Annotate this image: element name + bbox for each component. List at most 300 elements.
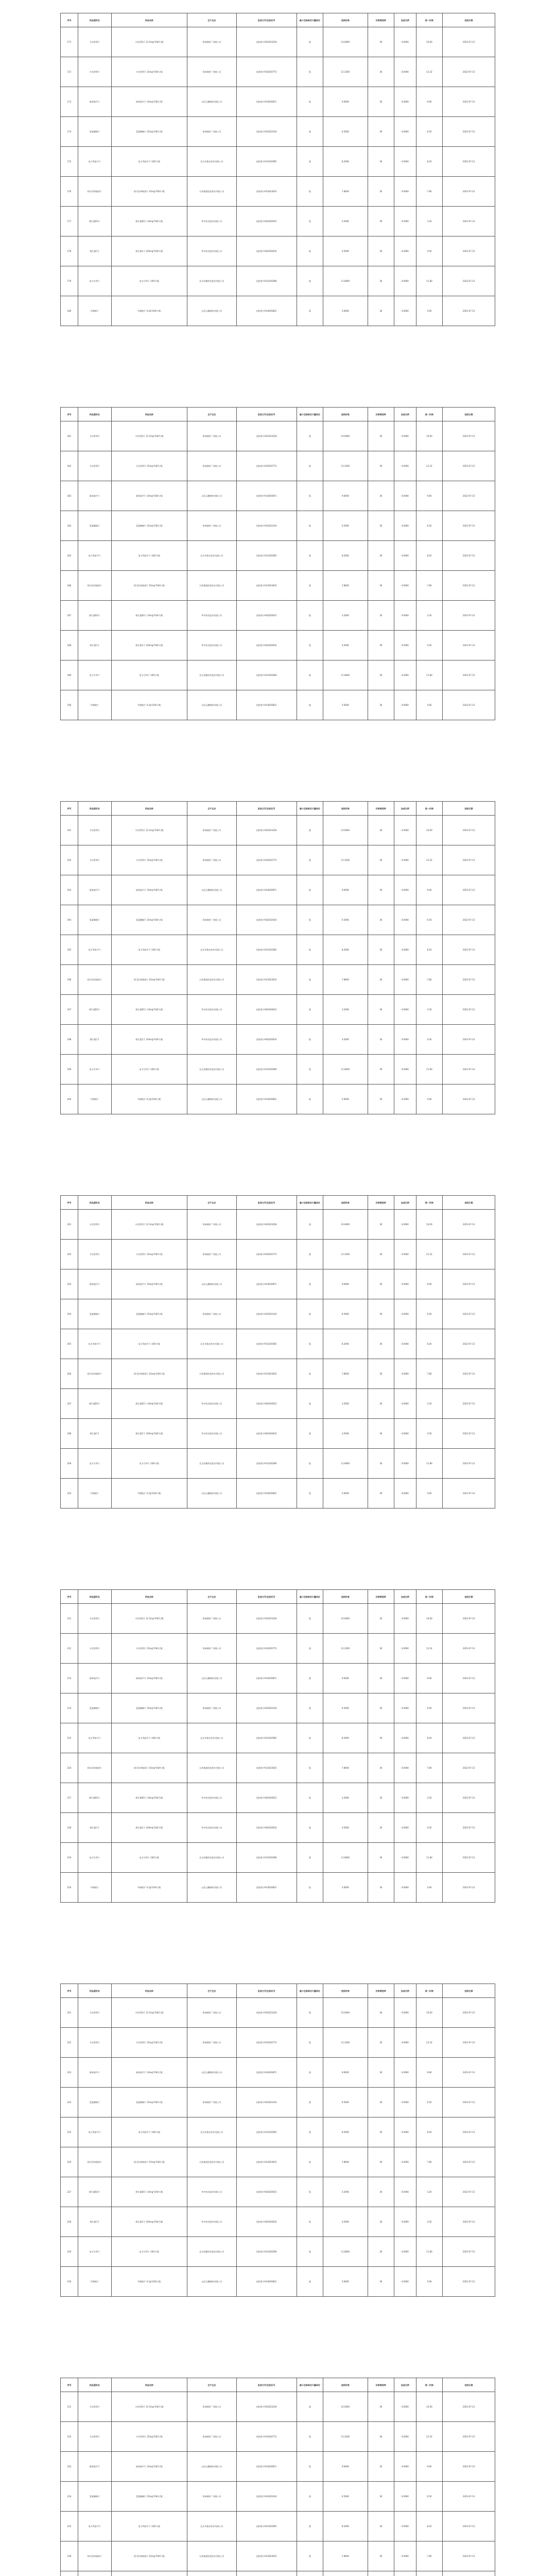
table-cell: 30: [368, 571, 394, 601]
table-cell: 维生素C片: [78, 1419, 111, 1449]
table-cell: 12.32: [416, 1240, 442, 1269]
table-cell: 30: [368, 631, 394, 660]
table-cell: 0.0000: [394, 2541, 416, 2571]
table-cell: 硝苯地平片: [78, 875, 111, 905]
table-cell: 瓶: [297, 27, 323, 57]
table-cell: 30: [368, 1210, 394, 1240]
table-row: [61, 875, 495, 905]
table-row: [61, 1449, 495, 1479]
table-cell: 常州制药厂有限公司: [187, 2392, 236, 2422]
table-cell: 瓶: [297, 2207, 323, 2237]
table-cell: 210: [61, 1479, 78, 1509]
table-cell: 华中药业股份有限公司: [187, 2177, 236, 2207]
table-cell: 瓶: [297, 1389, 323, 1419]
table-cell: 0.0000: [394, 2422, 416, 2452]
table-row: [61, 1998, 495, 2028]
column-header: 药品名称: [111, 13, 187, 27]
table-cell: 9.6000: [323, 1664, 368, 1693]
table-cell: 188: [61, 631, 78, 660]
table-cell: 2023-07-13: [443, 2088, 495, 2117]
table-cell: 国药准字H13023635: [236, 177, 297, 207]
table-cell: 7.80: [416, 1753, 442, 1783]
table-cell: 卡托普利片: [78, 816, 111, 845]
table-cell: 国药准字H42020615: [236, 2177, 297, 2207]
column-header: 药品通用名: [78, 1196, 111, 1210]
table-cell: 阿司匹林肠溶片: [78, 1359, 111, 1389]
table-cell: 30: [368, 1389, 394, 1419]
table-cell: 30: [368, 1359, 394, 1389]
table-cell: 0.0000: [394, 117, 416, 147]
table-cell: 氢氯噻嗪片 25mg*100片/瓶: [111, 905, 187, 935]
column-header: 价格零差率: [368, 2378, 394, 2392]
table-cell: 国药准字H32023228: [236, 421, 297, 451]
table-cell: 国药准字H32022434: [236, 117, 297, 147]
table-cell: 0.0000: [394, 2058, 416, 2088]
column-header: 最小包装单位计量单位: [297, 408, 323, 421]
table-cell: 国药准字H11020289: [236, 1449, 297, 1479]
table-row: [61, 117, 495, 147]
table-cell: 30: [368, 935, 394, 965]
table-cell: 30: [368, 1419, 394, 1449]
table-cell: 2023-07-13: [443, 1753, 495, 1783]
table-cell: 8.2000: [323, 2512, 368, 2541]
column-header: 药品名称: [111, 802, 187, 816]
table-cell: 山西云鹏制药有限公司: [187, 481, 236, 511]
table-row: [61, 965, 495, 995]
column-header: 加成比例: [394, 802, 416, 816]
table-cell: 5.60: [416, 1873, 442, 1903]
table-cell: 国药准字H11020585: [236, 2512, 297, 2541]
table-row: [61, 2452, 495, 2482]
table-cell: 218: [61, 1813, 78, 1843]
table-cell: 202: [61, 1240, 78, 1269]
table-cell: 卡托普利片 25mg*100片/瓶: [111, 451, 187, 481]
table-cell: 12.3200: [323, 2422, 368, 2452]
column-header: 批准文号/注册证号: [236, 1590, 297, 1604]
column-header: 生产企业: [187, 408, 236, 421]
table-cell: 常州制药厂有限公司: [187, 1210, 236, 1240]
table-cell: 0.0000: [394, 1998, 416, 2028]
table-cell: 6.50: [416, 1693, 442, 1723]
table-cell: 231: [61, 2392, 78, 2422]
table-cell: 224: [61, 2088, 78, 2117]
table-cell: 0.0000: [394, 1873, 416, 1903]
column-header: 药品名称: [111, 1196, 187, 1210]
table-cell: 175: [61, 147, 78, 177]
column-header: 最小包装单位计量单位: [297, 1984, 323, 1998]
table-cell: 4.5000: [323, 236, 368, 266]
column-header: 序号: [61, 802, 78, 816]
table-row: [61, 995, 495, 1025]
table-row: [61, 2482, 495, 2512]
table-cell: 复方甘草片 100片/瓶: [111, 1449, 187, 1479]
table-cell: 215: [61, 1723, 78, 1753]
table-cell: 2023-07-13: [443, 1998, 495, 2028]
table-row: [61, 2237, 495, 2267]
table-cell: 甲硝唑片 0.2g*100片/瓶: [111, 690, 187, 720]
table-cell: 3.2000: [323, 1389, 368, 1419]
table-cell: 30: [368, 690, 394, 720]
table-cell: 2023-07-13: [443, 177, 495, 207]
table-row: [61, 660, 495, 690]
table-cell: [323, 2571, 368, 2576]
table-cell: 国药准字H32022434: [236, 905, 297, 935]
table-cell: 国药准字H14020871: [236, 481, 297, 511]
table-cell: 3.2000: [323, 1783, 368, 1813]
table-cell: 3.20: [416, 995, 442, 1025]
table-cell: 2023-07-13: [443, 1055, 495, 1084]
table-row: [61, 1723, 495, 1753]
column-header: 序号: [61, 1590, 78, 1604]
table-cell: 卡托普利片 12.5mg*100片/瓶: [111, 1210, 187, 1240]
table-cell: 国药准字H32020773: [236, 451, 297, 481]
table-cell: [61, 2571, 78, 2576]
table-row: [61, 1269, 495, 1299]
table-cell: 国药准字H32022434: [236, 2088, 297, 2117]
table-cell: 186: [61, 571, 78, 601]
table-cell: 国药准字H42020615: [236, 207, 297, 236]
table-cell: 30: [368, 2541, 394, 2571]
table-row: [61, 1389, 495, 1419]
table-cell: 205: [61, 1329, 78, 1359]
table-row: [61, 1634, 495, 1664]
table-cell: 硝苯地平片 10mg*100片/瓶: [111, 1664, 187, 1693]
table-cell: 9.60: [416, 2058, 442, 2088]
table-cell: 173: [61, 87, 78, 117]
price-table: [60, 1195, 495, 1509]
table-cell: 0.0000: [394, 481, 416, 511]
column-header: 药品通用名: [78, 408, 111, 421]
table-cell: 0.0000: [394, 1449, 416, 1479]
table-cell: 182: [61, 451, 78, 481]
table-cell: 2023-07-13: [443, 1723, 495, 1753]
column-header: 挂网价格: [323, 1196, 368, 1210]
table-cell: 5.6000: [323, 1084, 368, 1114]
table-cell: [368, 2571, 394, 2576]
table-cell: 阿司匹林肠溶片: [78, 2147, 111, 2177]
column-header: 生产企业: [187, 1984, 236, 1998]
table-cell: 0.0000: [394, 2452, 416, 2482]
table-cell: 2023-07-13: [443, 1634, 495, 1664]
table-row: [61, 421, 495, 451]
table-cell: 国药准字H13023635: [236, 965, 297, 995]
table-cell: 山西云鹏制药有限公司: [187, 875, 236, 905]
table-cell: 30: [368, 965, 394, 995]
column-header: 价格零差率: [368, 802, 394, 816]
table-cell: 国药准字H32020773: [236, 845, 297, 875]
table-cell: 国药准字H32023228: [236, 27, 297, 57]
table-cell: 阿司匹林肠溶片 25mg*100片/瓶: [111, 1359, 187, 1389]
column-header: 统一价格: [416, 1590, 442, 1604]
table-cell: 30: [368, 117, 394, 147]
table-cell: 2023-07-13: [443, 816, 495, 845]
table-cell: 2023-07-13: [443, 2452, 495, 2482]
table-cell: 氢氯噻嗪片: [78, 511, 111, 541]
table-cell: 30: [368, 2028, 394, 2058]
table-cell: 0.0000: [394, 57, 416, 87]
table-cell: 国药准字H32020773: [236, 1634, 297, 1664]
column-header: 序号: [61, 13, 78, 27]
column-header: 加成比例: [394, 13, 416, 27]
table-cell: 0.0000: [394, 1813, 416, 1843]
table-cell: 维生素C片 100mg*100片/瓶: [111, 236, 187, 266]
table-cell: 198: [61, 1025, 78, 1055]
table-row: [61, 601, 495, 631]
table-cell: 硝苯地平片: [78, 2058, 111, 2088]
table-row: [61, 1873, 495, 1903]
table-cell: 6.5000: [323, 1299, 368, 1329]
table-cell: 0.0000: [394, 266, 416, 296]
table-cell: 国药准字H13023635: [236, 1753, 297, 1783]
table-cell: 174: [61, 117, 78, 147]
table-cell: 2023-07-13: [443, 690, 495, 720]
table-cell: 瓶: [297, 1873, 323, 1903]
table-cell: 30: [368, 2422, 394, 2452]
table-cell: 华中药业股份有限公司: [187, 631, 236, 660]
table-cell: 0.0000: [394, 1084, 416, 1114]
table-cell: 0.0000: [394, 1479, 416, 1509]
table-cell: 瓶: [297, 905, 323, 935]
table-row: [61, 2392, 495, 2422]
table-cell: 30: [368, 451, 394, 481]
table-cell: 2023-07-13: [443, 905, 495, 935]
table-cell: 2023-07-13: [443, 511, 495, 541]
table-cell: 0.0000: [394, 177, 416, 207]
table-cell: 2023-07-13: [443, 1389, 495, 1419]
table-cell: 卡托普利片 25mg*100片/瓶: [111, 1240, 187, 1269]
column-header: 生产企业: [187, 1196, 236, 1210]
column-header: 加成比例: [394, 408, 416, 421]
table-cell: 2023-07-13: [443, 1329, 495, 1359]
table-cell: 维生素B1片: [78, 1783, 111, 1813]
column-header: 最小包装单位计量单位: [297, 1590, 323, 1604]
table-cell: 30: [368, 2512, 394, 2541]
table-cell: 瓶: [297, 965, 323, 995]
table-row: [61, 451, 495, 481]
table-cell: 国药准字H13023635: [236, 1359, 297, 1389]
table-cell: 2023-07-13: [443, 266, 495, 296]
table-cell: 2023-07-13: [443, 1419, 495, 1449]
table-cell: 0.0000: [394, 296, 416, 326]
column-header: 价格零差率: [368, 1590, 394, 1604]
table-cell: 0.0000: [394, 236, 416, 266]
table-cell: 复方利血平片 100片/瓶: [111, 147, 187, 177]
table-cell: 卡托普利片: [78, 451, 111, 481]
table-cell: 30: [368, 1664, 394, 1693]
column-header: 批准文号/注册证号: [236, 1984, 297, 1998]
column-header: 最小包装单位计量单位: [297, 1196, 323, 1210]
table-cell: 30: [368, 147, 394, 177]
table-cell: 卡托普利片: [78, 1240, 111, 1269]
column-header: 加成比例: [394, 1984, 416, 1998]
table-cell: 卡托普利片: [78, 57, 111, 87]
table-cell: 12.3200: [323, 1240, 368, 1269]
table-cell: 卡托普利片 25mg*100片/瓶: [111, 2028, 187, 2058]
table-cell: 11.8000: [323, 1449, 368, 1479]
table-cell: 30: [368, 1240, 394, 1269]
table-cell: 2023-07-13: [443, 660, 495, 690]
table-cell: 6.50: [416, 2482, 442, 2512]
table-cell: 10.00: [416, 816, 442, 845]
column-header: 挂网日期: [443, 408, 495, 421]
table-cell: 卡托普利片: [78, 2392, 111, 2422]
table-cell: 2023-07-13: [443, 2028, 495, 2058]
table-cell: 3.2000: [323, 2177, 368, 2207]
table-cell: 11.8000: [323, 660, 368, 690]
table-cell: 2023-07-13: [443, 27, 495, 57]
table-cell: 卡托普利片 25mg*100片/瓶: [111, 2422, 187, 2452]
price-table: [60, 801, 495, 1114]
table-row: [61, 87, 495, 117]
table-row: [61, 845, 495, 875]
table-cell: 30: [368, 1753, 394, 1783]
table-cell: 0.0000: [394, 1664, 416, 1693]
table-cell: 220: [61, 1873, 78, 1903]
table-cell: 5.60: [416, 296, 442, 326]
table-cell: 国药准字H32023228: [236, 816, 297, 845]
table-cell: 0.0000: [394, 1329, 416, 1359]
table-cell: 10.0000: [323, 421, 368, 451]
table-cell: [78, 2571, 111, 2576]
table-cell: 30: [368, 57, 394, 87]
table-cell: 30: [368, 296, 394, 326]
price-table-block: [60, 13, 495, 326]
table-cell: 0.0000: [394, 2177, 416, 2207]
table-cell: 卡托普利片 25mg*100片/瓶: [111, 57, 187, 87]
table-cell: 常州制药厂有限公司: [187, 2482, 236, 2512]
column-header: 最小包装单位计量单位: [297, 2378, 323, 2392]
table-cell: 瓶: [297, 1783, 323, 1813]
table-row: [61, 2541, 495, 2571]
table-cell: 卡托普利片 25mg*100片/瓶: [111, 845, 187, 875]
table-cell: 国药准字H42020615: [236, 1783, 297, 1813]
column-header: 生产企业: [187, 2378, 236, 2392]
table-cell: 8.2000: [323, 541, 368, 571]
table-cell: 北京双鹤药业股份有限公司: [187, 1055, 236, 1084]
table-cell: 30: [368, 421, 394, 451]
column-header: 挂网日期: [443, 13, 495, 27]
table-cell: 瓶: [297, 1998, 323, 2028]
table-cell: 0.0000: [394, 1783, 416, 1813]
table-cell: 0.0000: [394, 2512, 416, 2541]
table-cell: 甲硝唑片: [78, 1479, 111, 1509]
table-cell: 30: [368, 541, 394, 571]
table-cell: 国药准字H11020585: [236, 1329, 297, 1359]
table-cell: 234: [61, 2482, 78, 2512]
table-cell: 4.50: [416, 236, 442, 266]
table-cell: 208: [61, 1419, 78, 1449]
table-cell: 常州制药厂有限公司: [187, 1634, 236, 1664]
table-cell: 石药集团欧意药业有限公司: [187, 2541, 236, 2571]
table-cell: 国药准字H11020289: [236, 266, 297, 296]
table-header-row: [61, 13, 495, 27]
table-cell: 30: [368, 2117, 394, 2147]
table-cell: 山西云鹏制药有限公司: [187, 1873, 236, 1903]
table-cell: 12.3200: [323, 2028, 368, 2058]
table-cell: 甲硝唑片 0.2g*100片/瓶: [111, 1479, 187, 1509]
table-cell: 2023-07-13: [443, 1210, 495, 1240]
table-cell: 常州制药厂有限公司: [187, 2422, 236, 2452]
table-cell: 190: [61, 690, 78, 720]
table-cell: 12.32: [416, 451, 442, 481]
table-cell: 瓶: [297, 1843, 323, 1873]
table-cell: 226: [61, 2147, 78, 2177]
table-row: [61, 1240, 495, 1269]
column-header: 生产企业: [187, 13, 236, 27]
table-cell: 瓶: [297, 1210, 323, 1240]
table-cell: 0.0000: [394, 1025, 416, 1055]
table-cell: 甲硝唑片 0.2g*100片/瓶: [111, 2267, 187, 2297]
table-cell: 山西云鹏制药有限公司: [187, 1479, 236, 1509]
table-cell: 维生素C片: [78, 1813, 111, 1843]
table-cell: 氢氯噻嗪片: [78, 905, 111, 935]
table-cell: 复方甘草片: [78, 266, 111, 296]
table-cell: 0.0000: [394, 690, 416, 720]
table-cell: 213: [61, 1664, 78, 1693]
table-cell: 瓶: [297, 2058, 323, 2088]
price-table-block: [60, 801, 495, 1114]
table-cell: 瓶: [297, 2512, 323, 2541]
table-cell: 卡托普利片 12.5mg*100片/瓶: [111, 421, 187, 451]
table-cell: 178: [61, 236, 78, 266]
table-row: [61, 690, 495, 720]
table-cell: 国药准字H42020616: [236, 1419, 297, 1449]
table-cell: 国药准字H32022434: [236, 1299, 297, 1329]
table-cell: 189: [61, 660, 78, 690]
table-cell: 华中药业股份有限公司: [187, 1025, 236, 1055]
table-cell: 华中药业股份有限公司: [187, 995, 236, 1025]
table-cell: 11.80: [416, 1055, 442, 1084]
table-cell: 2023-07-13: [443, 2117, 495, 2147]
table-cell: 0.0000: [394, 816, 416, 845]
table-cell: 瓶: [297, 1479, 323, 1509]
table-row: [61, 2571, 495, 2576]
table-cell: 5.6000: [323, 2267, 368, 2297]
table-cell: 30: [368, 2267, 394, 2297]
table-row: [61, 1299, 495, 1329]
table-cell: 7.80: [416, 2147, 442, 2177]
table-cell: 国药准字H42020616: [236, 1025, 297, 1055]
table-cell: 国药准字H32022434: [236, 511, 297, 541]
table-cell: 6.5000: [323, 2482, 368, 2512]
table-cell: 0.0000: [394, 1634, 416, 1664]
table-cell: 192: [61, 845, 78, 875]
table-cell: 30: [368, 266, 394, 296]
table-cell: [443, 2571, 495, 2576]
table-cell: 30: [368, 2392, 394, 2422]
table-row: [61, 2088, 495, 2117]
table-cell: 复方利血平片 100片/瓶: [111, 1329, 187, 1359]
table-cell: 11.80: [416, 2237, 442, 2267]
table-cell: 201: [61, 1210, 78, 1240]
table-cell: 国药准字H11020289: [236, 1843, 297, 1873]
table-cell: 瓶: [297, 660, 323, 690]
table-cell: 7.8000: [323, 2541, 368, 2571]
table-cell: 7.8000: [323, 177, 368, 207]
table-cell: 30: [368, 1998, 394, 2028]
table-cell: 氢氯噻嗪片 25mg*100片/瓶: [111, 1299, 187, 1329]
table-cell: 219: [61, 1843, 78, 1873]
table-cell: 瓶: [297, 2088, 323, 2117]
table-cell: 30: [368, 87, 394, 117]
table-cell: 北京双鹤药业股份有限公司: [187, 660, 236, 690]
column-header: 价格零差率: [368, 408, 394, 421]
table-cell: 7.8000: [323, 1359, 368, 1389]
table-cell: 国药准字H11020289: [236, 660, 297, 690]
table-cell: 氢氯噻嗪片 25mg*100片/瓶: [111, 1693, 187, 1723]
table-cell: 复方利血平片 100片/瓶: [111, 1723, 187, 1753]
table-cell: 国药准字H11020289: [236, 2237, 297, 2267]
